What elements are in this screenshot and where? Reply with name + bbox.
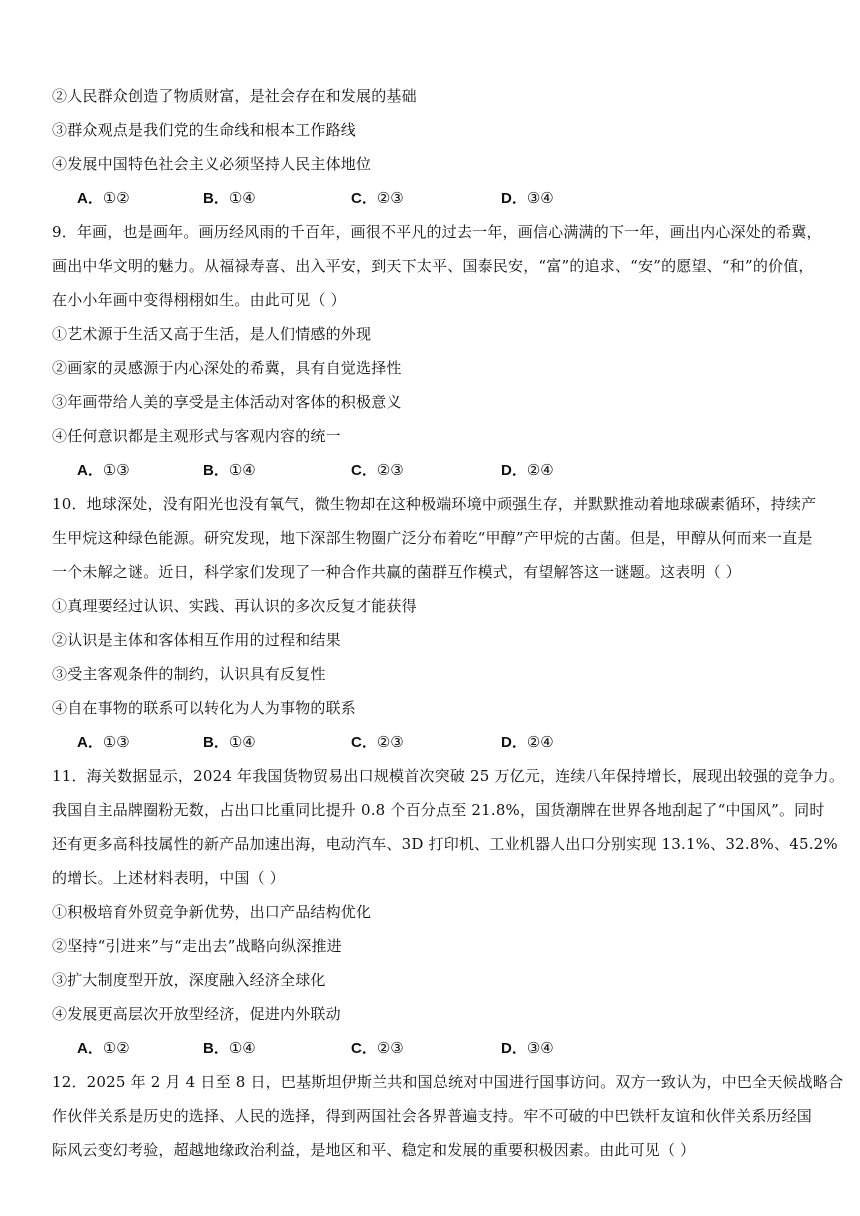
q9-item-1: ①艺术源于生活又高于生活，是人们情感的外现 — [52, 325, 372, 343]
q12-stem-line-2: 作伙伴关系是历史的选择、人民的选择，得到两国社会各界普遍支持。牢不可破的中巴铁杆友谊和伙伴关系历经国 — [52, 1107, 813, 1125]
q11-stem-line-2: 我国自主品牌圈粉无数，占出口比重同比提升 0.8 个百分点至 21.8%，国货潮牌在世界各地刮起了“中国风”。同时 — [52, 801, 825, 819]
q11-item-2: ②坚持“引进来”与“走出去”战略向纵深推进 — [52, 937, 342, 955]
q9-options — [77, 460, 777, 480]
q8-option-c[interactable]: C．②③ — [351, 189, 404, 207]
q10-option-b[interactable]: B．①④ — [203, 733, 256, 751]
q10-options — [77, 732, 777, 752]
q8-options — [77, 188, 777, 208]
q9-option-d[interactable]: D．②④ — [501, 461, 554, 479]
q12-stem-line-1: 12．2025 年 2 月 4 日至 8 日，巴基斯坦伊斯兰共和国总统对中国进行国事访问。双方一致认为，中巴全天候战略合 — [52, 1073, 844, 1091]
q11-item-4: ④发展更高层次开放型经济，促进内外联动 — [52, 1005, 341, 1023]
q11-stem-line-3: 还有更多高科技属性的新产品加速出海，电动汽车、3D 打印机、工业机器人出口分别实现 13.1%、32.8%、45.2% — [52, 835, 838, 853]
q9-stem-line-2: 画出中华文明的魅力。从福禄寿喜、出入平安，到天下太平、国泰民安，“富”的追求、“安”的愿望、“和”的价值， — [52, 257, 814, 275]
q11-stem-line-1: 11．海关数据显示，2024 年我国货物贸易出口规模首次突破 25 万亿元，连续八年保持增长，展现出较强的竞争力。 — [52, 767, 845, 785]
q9-stem-line-3: 在小小年画中变得栩栩如生。由此可见（ ） — [52, 291, 346, 309]
q8-option-d[interactable]: D．③④ — [501, 189, 554, 207]
q8-option-b[interactable]: B．①④ — [203, 189, 256, 207]
q9-option-a[interactable]: A．①③ — [77, 461, 130, 479]
q11-options — [77, 1038, 777, 1058]
q11-option-c[interactable]: C．②③ — [351, 1039, 404, 1057]
q10-stem-line-2: 生甲烷这种绿色能源。研究发现，地下深部生物圈广泛分布着吃“甲醇”产甲烷的古菌。但是，甲醇从何而来一直是 — [52, 529, 813, 547]
q8-item-4: ④发展中国特色社会主义必须坚持人民主体地位 — [52, 155, 372, 173]
q10-stem-line-3: 一个未解之谜。近日，科学家们发现了一种合作共赢的菌群互作模式，有望解答这一谜题。这表明（ ） — [52, 563, 741, 581]
q11-option-d[interactable]: D．③④ — [501, 1039, 554, 1057]
q10-item-1: ①真理要经过认识、实践、再认识的多次反复才能获得 — [52, 597, 417, 615]
q9-option-b[interactable]: B．①④ — [203, 461, 256, 479]
q11-item-3: ③扩大制度型开放，深度融入经济全球化 — [52, 971, 326, 989]
q9-item-4: ④任何意识都是主观形式与客观内容的统一 — [52, 427, 341, 445]
q9-option-c[interactable]: C．②③ — [351, 461, 404, 479]
q8-option-a[interactable]: A．①② — [77, 189, 130, 207]
q10-item-3: ③受主客观条件的制约，认识具有反复性 — [52, 665, 326, 683]
q8-item-3: ③群众观点是我们党的生命线和根本工作路线 — [52, 121, 357, 139]
q10-option-a[interactable]: A．①③ — [77, 733, 130, 751]
q10-option-d[interactable]: D．②④ — [501, 733, 554, 751]
q12-stem-line-3: 际风云变幻考验，超越地缘政治利益，是地区和平、稳定和发展的重要积极因素。由此可见（ ） — [52, 1141, 696, 1159]
q10-item-4: ④自在事物的联系可以转化为人为事物的联系 — [52, 699, 357, 717]
q9-stem-line-1: 9．年画，也是画年。画历经风雨的千百年，画很不平凡的过去一年，画信心满满的下一年，画出内心深处的希冀， — [52, 223, 822, 241]
q8-item-2: ②人民群众创造了物质财富，是社会存在和发展的基础 — [52, 87, 417, 105]
q9-item-2: ②画家的灵感源于内心深处的希冀，具有自觉选择性 — [52, 359, 402, 377]
q11-item-1: ①积极培育外贸竞争新优势，出口产品结构优化 — [52, 903, 372, 921]
q10-item-2: ②认识是主体和客体相互作用的过程和结果 — [52, 631, 341, 649]
q11-option-a[interactable]: A．①② — [77, 1039, 130, 1057]
q10-option-c[interactable]: C．②③ — [351, 733, 404, 751]
q10-stem-line-1: 10．地球深处，没有阳光也没有氧气，微生物却在这种极端环境中顽强生存，并默默推动着地球碳素循环，持续产 — [52, 495, 817, 513]
q11-option-b[interactable]: B．①④ — [203, 1039, 256, 1057]
q9-item-3: ③年画带给人美的享受是主体活动对客体的积极意义 — [52, 393, 402, 411]
q11-stem-line-4: 的增长。上述材料表明，中国（ ） — [52, 869, 285, 887]
